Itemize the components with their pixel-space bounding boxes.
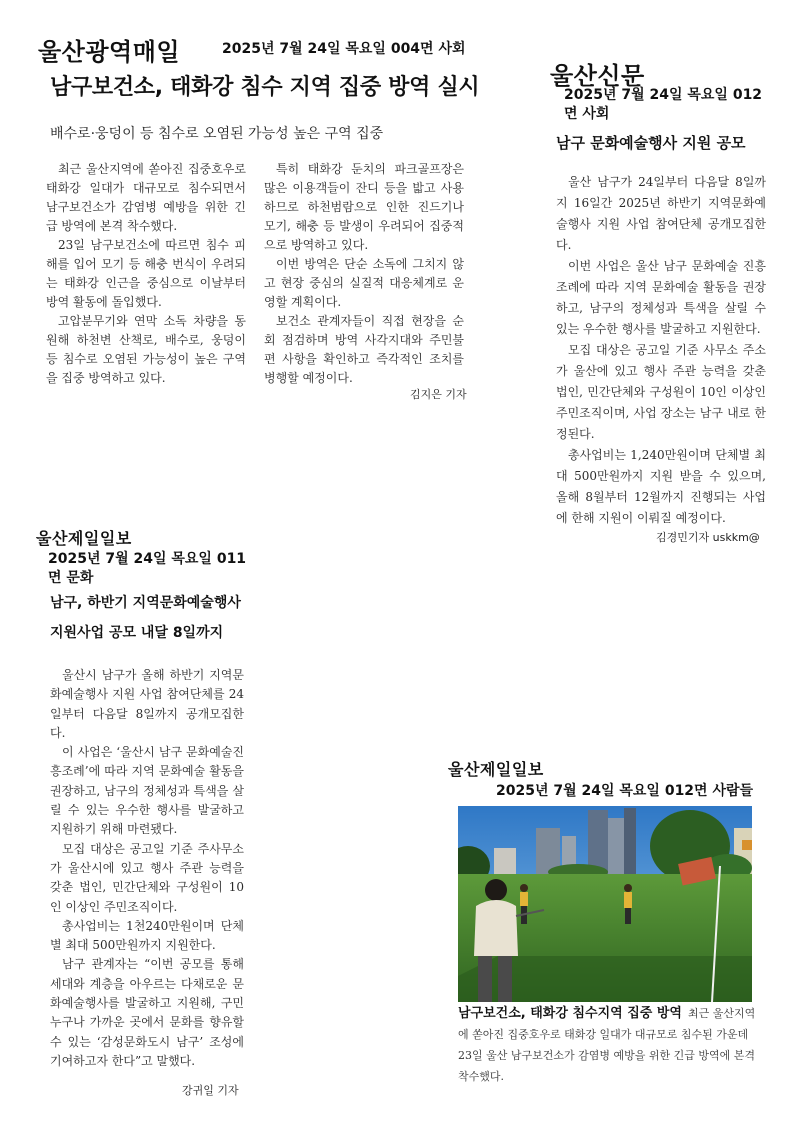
- article3-byline: 강귀일 기자: [182, 1084, 239, 1097]
- article3-body: [50, 666, 244, 1071]
- article4-caption: [458, 1003, 764, 1087]
- article2-headline: 남구 문화예술행사 지원 공모: [556, 134, 746, 152]
- article4-dateline: 2025년 7월 24일 목요일 012면 사람들: [496, 783, 754, 799]
- article1-headline: 남구보건소, 태화강 침수 지역 집중 방역 실시: [50, 75, 480, 100]
- article3-paragraph: 울산시 남구가 올해 하반기 지역문화예술행사 지원 사업 참여단체를 24일부터 다음달 8일까지 공개모집한다.: [50, 668, 244, 740]
- article3-dateline: 2025년 7월 24일 목요일 011면 문화: [48, 551, 247, 586]
- article1-dateline: 2025년 7월 24일 목요일 004면 사회: [222, 41, 466, 57]
- article1-paragraph: 이번 방역은 단순 소독에 그치지 않고 현장 중심의 실질적 대응체계로 운영할 계획이다.: [264, 257, 464, 309]
- article1-column-1: [46, 160, 246, 388]
- article2-paragraph: 이번 사업은 울산 남구 문화예술 진흥조례에 따라 지역 문화예술 활동을 권장하고, 남구의 정체성과 특색을 살릴 수 있는 우수한 행사를 발굴하고 지원한다.: [556, 259, 766, 336]
- publication-name-ulsan-gwangyeok-maeil: 울산광역매일: [38, 38, 181, 66]
- article2-byline: 김경민기자 uskkm@: [656, 531, 760, 544]
- article3-paragraph: 모집 대상은 공고일 기준 주사무소가 울산시에 있고 행사 주관 능력을 갖춘 법인, 민간단체와 구성원이 10인 이상인 주민조직이다.: [50, 841, 244, 914]
- article1-subheadline: 배수로·웅덩이 등 침수로 오염된 가능성 높은 구역 집중: [50, 126, 384, 142]
- article1-paragraph: 특히 태화강 둔치의 파크골프장은 많은 이용객들이 잔디 등을 밟고 사용하므로 하천범람으로 인한 진드기나 모기, 해충 등 발생이 우려되어 집중적으로 방역하고 있다.: [264, 162, 464, 252]
- article1-paragraph: 23일 남구보건소에 따르면 침수 피해를 입어 모기 등 해충 번식이 우려되는 태화강 인근을 중심으로 이날부터 방역 활동에 돌입했다.: [46, 238, 246, 309]
- publication-name-ulsan-jeil-ilbo: 울산제일일보: [36, 529, 132, 548]
- disinfection-photo: [458, 806, 752, 1002]
- article3-paragraph: 남구 관계자는 “이번 공모를 통해 세대와 계층을 아우르는 다채로운 문화예술행사를 발굴하고 지원해, 구민 누구나 가까운 곳에서 문화를 향유할 수 있는 ‘감성문화도시 남구’ 조성에 기여하고자 한다”고 말했다.: [50, 957, 244, 1068]
- publication-name-ulsan-sinmun: 울산신문: [550, 62, 645, 90]
- publication-name-ulsan-jeil-ilbo-photo: 울산제일일보: [448, 760, 544, 779]
- article3-headline-line2: 지원사업 공모 내달 8일까지: [50, 625, 224, 641]
- article2-paragraph: 울산 남구가 24일부터 다음달 8일까지 16일간 2025년 하반기 지역문화예술행사 지원 사업 참여단체 공개모집한다.: [556, 175, 766, 252]
- article3-paragraph: 총사업비는 1천240만원이며 단체별 최대 500만원까지 지원한다.: [50, 918, 244, 953]
- article2-dateline: 2025년 7월 24일 목요일 012면 사회: [564, 87, 763, 122]
- article1-byline: 김지은 기자: [410, 388, 467, 401]
- article2-paragraph: 모집 대상은 공고일 기준 사무소 주소가 울산에 있고 행사 주관 능력을 갖춘 법인, 민간단체와 구성원이 10인 이상인 주민조직이며, 사업 장소는 남구 내로 한정된다.: [556, 343, 766, 441]
- caption-title: 남구보건소, 태화강 침수지역 집중 방역: [458, 1006, 682, 1021]
- article1-paragraph: 최근 울산지역에 쏟아진 집중호우로 태화강 일대가 대규모로 침수되면서 남구보건소가 감염병 예방을 위한 긴급 방역에 본격 착수했다.: [46, 162, 246, 233]
- article2-body: [556, 172, 766, 529]
- article1-column-2: [264, 160, 464, 388]
- article1-paragraph: 고압분무기와 연막 소독 차량을 동원해 하천변 산책로, 배수로, 웅덩이 등 침수로 오염된 가능성이 높은 구역을 집중 방역하고 있다.: [46, 314, 246, 385]
- article3-paragraph: 이 사업은 ‘울산시 남구 문화예술진흥조례’에 따라 지역 문화예술 활동을 권장하고, 남구의 정체성과 특색을 살릴 수 있는 우수한 행사를 발굴하고 지원하기 위해 마련됐다.: [50, 745, 244, 837]
- article1-paragraph: 보건소 관계자들이 직접 현장을 순회 점검하며 방역 사각지대와 주민불편 사항을 확인하고 즉각적인 조치를 병행할 예정이다.: [264, 314, 464, 385]
- article2-paragraph: 총사업비는 1,240만원이며 단체별 최대 500만원까지 지원 받을 수 있으며, 올해 8월부터 12월까지 진행되는 사업에 한해 지원이 이뤄질 예정이다.: [556, 448, 766, 525]
- article3-headline-line1: 남구, 하반기 지역문화예술행사: [50, 595, 241, 611]
- caption-text: 최근 울산지역에 쏟아진 집중호우로 태화강 일대가 대규모로 침수된 가운데 23일 울산 남구보건소가 감염병 예방을 위한 긴급 방역에 본격 착수했다.: [458, 1007, 756, 1083]
